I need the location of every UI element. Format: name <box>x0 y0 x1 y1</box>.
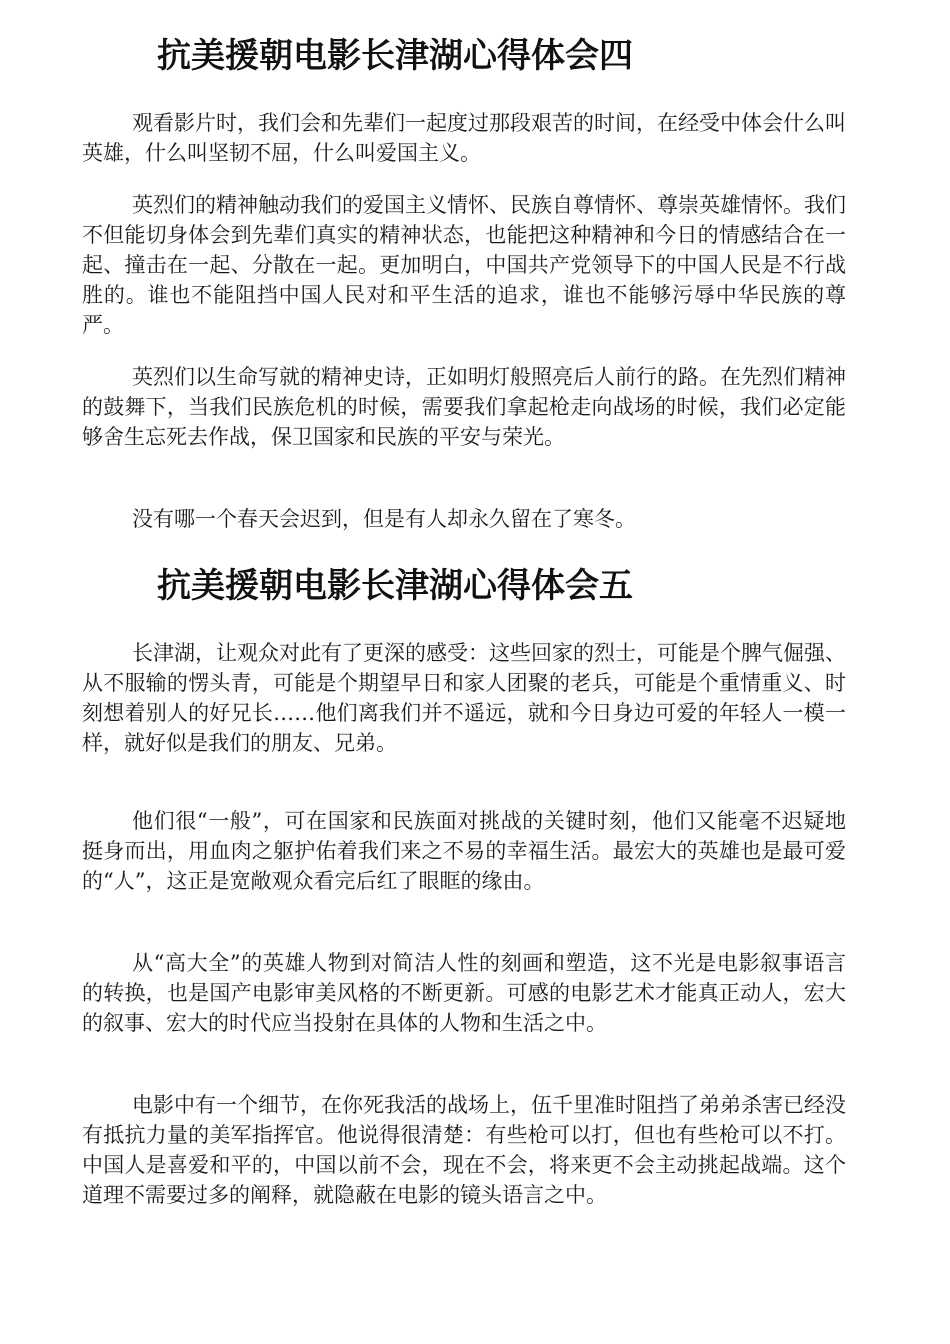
section-5-title: 抗美援朝电影长津湖心得体会五 <box>157 566 633 606</box>
section-5-paragraph-4: 电影中有一个细节，在你死我活的战场上，伍千里准时阻挡了弟弟杀害已经没有抵抗力量的美军指挥官。他说得很清楚：有些枪可以打，但也有些枪可以不打。中国人是喜爱和平的，中国以前不会，现在不会，将来更不会主动挑起战端。这个道理不需要过多的阐释，就隐蔽在电影的镜头语言之中。 <box>82 1093 846 1207</box>
section-4-paragraph-3: 英烈们以生命写就的精神史诗，正如明灯般照亮后人前行的路。在先烈们精神的鼓舞下，当我们民族危机的时候，需要我们拿起枪走向战场的时候，我们必定能够舍生忘死去作战，保卫国家和民族的平安与荣光。 <box>82 365 846 449</box>
section-5-paragraph-3: 从“高大全”的英雄人物到对简洁人性的刻画和塑造，这不光是电影叙事语言的转换，也是国产电影审美风格的不断更新。可感的电影艺术才能真正动人，宏大的叙事、宏大的时代应当投射在具体的人物和生活之中。 <box>82 951 846 1035</box>
section-4-title: 抗美援朝电影长津湖心得体会四 <box>157 36 633 76</box>
section-4-paragraph-1: 观看影片时，我们会和先辈们一起度过那段艰苦的时间，在经受中体会什么叫英雄，什么叫坚韧不屈，什么叫爱国主义。 <box>82 111 846 165</box>
section-5-paragraph-1: 长津湖，让观众对此有了更深的感受：这些回家的烈士，可能是个脾气倔强、从不服输的愣头青，可能是个期望早日和家人团聚的老兵，可能是个重情重义、时刻想着别人的好兄长……他们离我们并不遥远，就和今日身边可爱的年轻人一模一样，就好似是我们的朋友、兄弟。 <box>82 641 846 755</box>
section-4-paragraph-2: 英烈们的精神触动我们的爱国主义情怀、民族自尊情怀、尊崇英雄情怀。我们不但能切身体会到先辈们真实的精神状态，也能把这种精神和今日的情感结合在一起、撞击在一起、分散在一起。更加明白，中国共产党领导下的中国人民是不行战胜的。谁也不能阻挡中国人民对和平生活的追求，谁也不能够污辱中华民族的尊严。 <box>82 193 846 337</box>
section-5-paragraph-2: 他们很“一般”，可在国家和民族面对挑战的关键时刻，他们又能毫不迟疑地挺身而出，用血肉之躯护佑着我们来之不易的幸福生活。最宏大的英雄也是最可爱的“人”，这正是宽敞观众看完后红了眼眶的缘由。 <box>82 809 846 893</box>
section-4-paragraph-4: 没有哪一个春天会迟到，但是有人却永久留在了寒冬。 <box>132 507 636 531</box>
